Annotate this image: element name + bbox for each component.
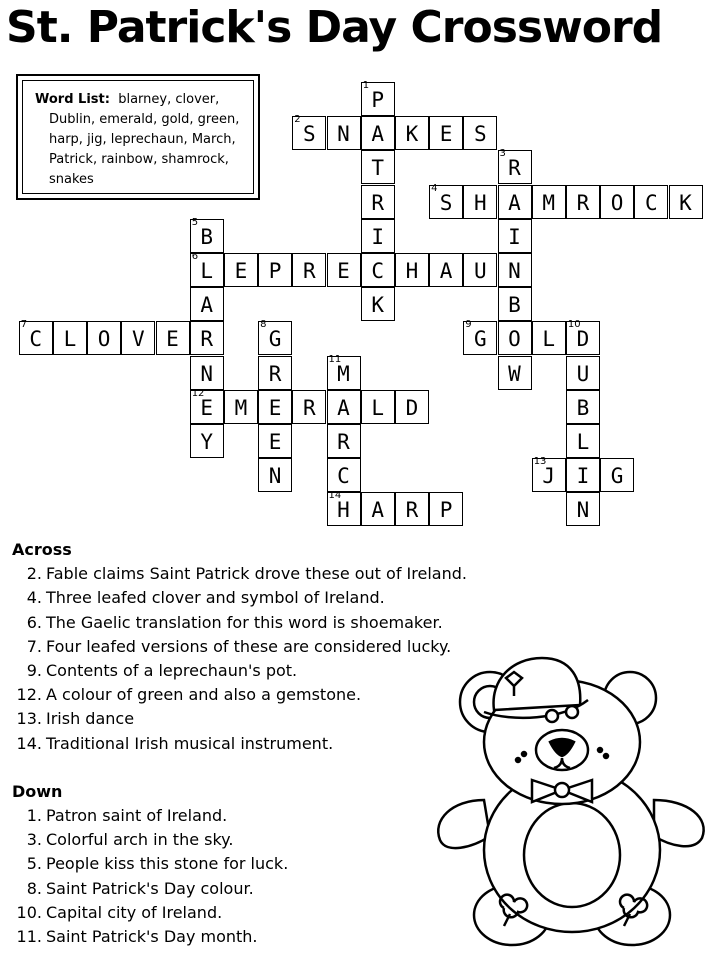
clue-item [12,659,467,683]
cell-letter: R [405,498,419,523]
clue-item-text: A colour of green and also a gemstone. [46,685,362,705]
clue-item-text: Patron saint of Ireland. [46,806,228,826]
clue-item-text: The Gaelic translation for this word is shoemaker. [46,612,443,632]
clue-item-number: 11. [16,927,42,947]
word-list-words: blarney, clover, Dublin, emerald, gold, green, harp, jig, leprechaun, March, Patrick, rainbow, shamrock, snakes [49,92,240,187]
grid-cell[interactable] [327,390,361,424]
clue-item-number: 1. [26,806,42,826]
clue-list [12,538,467,949]
cell-letter: H [337,498,350,523]
clue-item-text: Saint Patrick's Day colour. [46,878,254,898]
page-title: St. Patrick's Day Crossword [6,2,663,53]
grid-cell[interactable] [190,356,224,390]
cell-letter: Y [200,430,214,454]
clue-number: 9 [465,319,472,331]
grid-cell[interactable] [361,253,395,287]
grid-cell[interactable] [429,182,463,219]
cell-letter: L [576,430,590,454]
cell-letter: N [268,464,282,489]
cell-letter: H [405,259,419,283]
cell-letter: E [200,395,214,420]
cell-letter: E [166,327,179,352]
clue-item [12,877,467,901]
clue-item-number: 14. [16,733,42,753]
clue-number: 5 [191,216,199,228]
grid-cell[interactable] [566,424,600,458]
clue-item-text: Contents of a leprechaun's pot. [46,661,298,681]
grid-cell[interactable] [566,458,600,492]
cell-letter: R [576,190,590,215]
cell-letter: A [439,259,453,283]
cell-letter: C [644,190,658,215]
clue-item-number: 9. [26,661,42,681]
grid-cell[interactable] [327,492,361,526]
clue-number: 12 [191,387,205,399]
cell-letter: D [576,327,590,352]
grid-cell[interactable] [258,356,292,390]
cell-letter: N [508,259,521,283]
clue-item-text: Fable claims Saint Patrick drove these out of Ireland. [46,564,467,584]
cell-letter: C [337,464,350,489]
clue-item-number: 4. [26,588,42,608]
clue-item-text: Three leafed clover and symbol of Ireland. [46,588,385,608]
clue-item [12,586,467,610]
down-heading: Down [12,781,63,801]
cell-letter: M [234,395,248,420]
cell-letter: B [576,395,590,420]
cell-letter: A [371,498,385,523]
grid-cell[interactable] [224,253,258,287]
cell-letter: O [508,327,521,352]
cell-letter: G [610,464,624,489]
grid-cell[interactable] [395,253,429,287]
clue-number: 14 [328,490,342,502]
across-clues [12,562,467,756]
cell-letter: M [542,190,556,215]
grid-cell[interactable] [292,253,326,287]
grid-cell[interactable] [463,321,497,355]
grid-cell[interactable] [361,116,395,150]
grid-cell[interactable] [532,458,566,492]
cell-letter: K [371,293,385,318]
cell-letter: P [439,498,453,523]
cell-letter: U [576,361,590,386]
cell-letter: A [200,293,214,318]
cell-letter: B [200,224,214,249]
grid-cell[interactable] [87,321,121,355]
cell-letter: C [371,259,385,283]
grid-cell[interactable] [224,390,258,424]
cell-letter: P [268,259,282,283]
grid-cell[interactable] [327,253,361,287]
cell-letter: N [200,361,214,386]
cell-letter: I [576,464,590,489]
grid-cell[interactable] [429,253,463,287]
grid-cell[interactable] [258,390,292,424]
grid-cell[interactable] [532,185,566,219]
clue-item-number: 6. [26,612,42,632]
grid-cell[interactable] [361,287,395,321]
grid-cell[interactable] [463,253,497,287]
cell-letter: A [337,395,350,420]
clue-number: 4 [431,182,438,194]
clue-number: 8 [260,319,267,331]
clue-item-text: Irish dance [46,709,135,729]
clue-item-text: Capital city of Ireland. [46,902,223,922]
grid-cell[interactable] [361,82,395,116]
left-arm [438,800,490,848]
grid-cell[interactable] [669,185,703,219]
cell-letter: K [405,122,419,147]
cell-letter: C [29,327,43,352]
cell-letter: H [473,190,487,215]
grid-cell[interactable] [19,321,53,355]
clue-item [12,804,467,828]
grid-cell[interactable] [566,321,600,355]
grid-cell[interactable] [463,116,497,150]
cell-letter: R [337,430,350,454]
cell-letter: S [302,122,316,147]
grid-cell[interactable] [566,492,600,526]
teddy-bear-illustration [432,650,712,950]
grid-cell[interactable] [498,321,532,355]
grid-cell[interactable] [361,219,395,253]
cell-letter: A [371,122,385,147]
cell-letter: I [371,224,385,249]
cell-letter: J [542,464,556,489]
cell-letter: R [371,190,385,215]
grid-cell[interactable] [292,390,326,424]
clue-item [12,562,467,586]
clue-number: 6 [191,251,199,262]
grid-cell[interactable] [292,116,326,150]
clue-item [12,852,467,876]
grid-cell[interactable] [361,492,395,526]
word-list-label: Word List: [35,92,110,107]
clue-item [12,611,467,635]
cell-letter: L [63,327,77,352]
grid-cell[interactable] [498,185,532,219]
grid-cell[interactable] [121,321,155,355]
grid-cell[interactable] [190,287,224,321]
grid-cell[interactable] [190,387,224,424]
grid-cell[interactable] [634,185,668,219]
grid-cell[interactable] [327,458,361,492]
cell-letter: L [542,327,556,352]
grid-cell[interactable] [498,356,532,390]
grid-cell[interactable] [327,116,361,150]
grid-cell[interactable] [327,424,361,458]
grid-cell[interactable] [600,458,634,492]
grid-cell[interactable] [429,116,463,150]
clue-item [12,707,467,731]
cell-letter: A [508,190,521,215]
cell-letter: G [473,327,487,352]
clue-number: 10 [567,319,581,331]
cell-letter: K [679,190,692,215]
cell-letter: B [508,293,521,318]
cell-letter: U [473,259,487,283]
cell-letter: L [200,259,214,283]
clue-item [12,635,467,659]
grid-cell[interactable] [429,492,463,526]
clue-number: 2 [294,114,301,126]
cell-letter: S [473,122,487,147]
grid-cell[interactable] [361,150,395,184]
clue-item-text: Traditional Irish musical instrument. [46,733,334,753]
cell-letter: G [268,327,282,352]
cell-letter: O [610,190,624,215]
clue-item-text: Colorful arch in the sky. [46,830,234,850]
clue-item-text: People kiss this stone for luck. [46,854,289,874]
clue-item-number: 12. [16,685,42,705]
cell-letter: L [371,395,385,420]
grid-cell[interactable] [53,321,87,355]
grid-cell[interactable] [190,253,224,287]
clue-item [12,901,467,925]
cell-letter: P [371,88,385,112]
leprechaun-hat [494,658,581,710]
clue-item [12,925,467,949]
grid-cell[interactable] [190,321,224,355]
cell-letter: E [268,395,282,420]
grid-cell[interactable] [258,253,292,287]
clue-item-number: 8. [26,878,42,898]
cell-letter: D [405,395,419,420]
grid-cell[interactable] [327,353,361,390]
grid-cell[interactable] [361,185,395,219]
clue-item [12,828,467,852]
clue-number: 7 [20,319,28,331]
cell-letter: O [97,327,111,352]
clue-item-number: 10. [16,902,42,922]
grid-cell[interactable] [498,253,532,287]
cell-letter: E [234,259,248,283]
clue-item-number: 5. [26,854,42,874]
cell-letter: R [268,361,282,386]
cell-letter: N [337,122,350,147]
grid-cell[interactable] [498,219,532,253]
cell-letter: E [439,122,453,147]
grid-cell[interactable] [600,185,634,219]
grid-cell[interactable] [190,216,224,253]
clue-number: 13 [533,456,547,468]
grid-cell[interactable] [395,492,429,526]
grid-cell[interactable] [395,390,429,424]
grid-cell[interactable] [566,390,600,424]
cell-letter: E [337,259,350,283]
grid-cell[interactable] [156,321,190,355]
clue-item-text: Four leafed versions of these are considered lucky. [46,636,452,656]
cell-letter: M [337,361,350,386]
grid-cell[interactable] [361,390,395,424]
grid-cell[interactable] [566,356,600,390]
cell-letter: V [131,327,145,352]
grid-cell[interactable] [395,116,429,150]
grid-cell[interactable] [532,321,566,355]
bear-belly [524,803,620,907]
grid-cell[interactable] [258,458,292,492]
clue-item-number: 13. [16,709,42,729]
clue-item-number: 3. [26,830,42,850]
cell-letter: R [302,395,316,420]
clue-item [12,683,467,707]
clue-number: 1 [362,80,370,91]
cell-letter: R [302,259,316,283]
clue-number: 3 [499,148,506,160]
grid-cell[interactable] [498,287,532,321]
down-clues [12,804,467,949]
right-arm [654,800,704,846]
clue-item-text: Saint Patrick's Day month. [46,927,258,947]
cell-letter: E [268,430,282,454]
grid-cell[interactable] [258,424,292,458]
cell-letter: I [508,224,521,249]
cell-letter: S [439,190,453,215]
clue-item-number: 2. [26,564,42,584]
grid-cell[interactable] [566,185,600,219]
grid-cell[interactable] [258,321,292,355]
cell-letter: R [508,156,521,181]
cell-letter: W [508,361,521,386]
clue-number: 11 [328,353,342,365]
grid-cell[interactable] [190,424,224,458]
grid-cell[interactable] [498,150,532,184]
grid-cell[interactable] [463,185,497,219]
cell-letter: T [371,156,385,181]
across-heading: Across [12,540,72,559]
cell-letter: R [200,327,214,352]
cell-letter: N [576,498,590,523]
clue-item [12,732,467,756]
clue-item-number: 7. [26,636,42,656]
